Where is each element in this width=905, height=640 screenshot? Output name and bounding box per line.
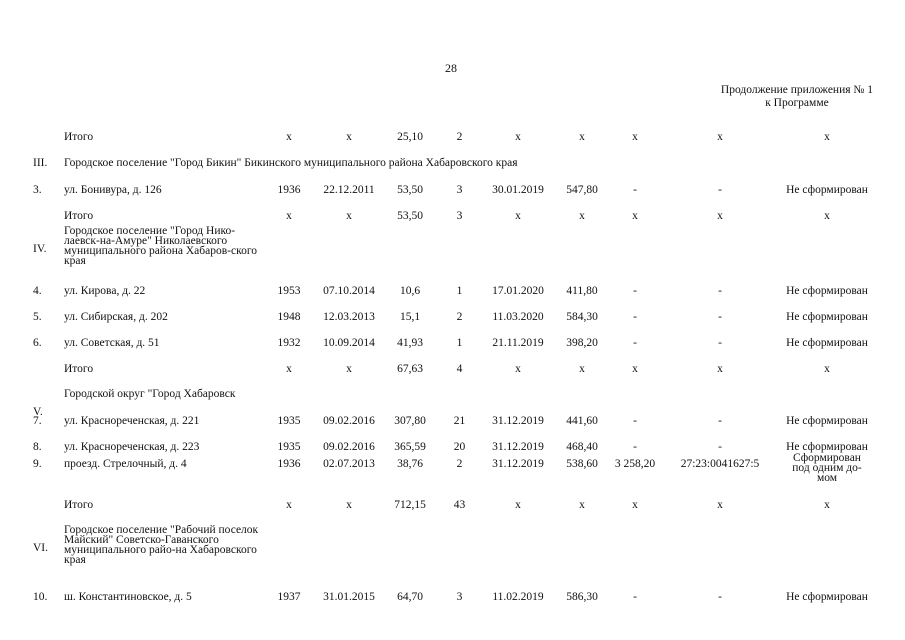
cell-status: Не сформирован <box>786 311 868 323</box>
cell-date1: x <box>346 499 352 511</box>
cell-v2: - <box>633 415 637 427</box>
cell-v1: x <box>579 131 585 143</box>
cell-v2: - <box>633 311 637 323</box>
cell-status: x <box>824 499 830 511</box>
cell-status: x <box>824 363 830 375</box>
cell-area: 307,80 <box>394 415 426 427</box>
cell-date2: 17.01.2020 <box>492 285 544 297</box>
cell-cnt: 4 <box>456 363 463 375</box>
cell-date1: 10.09.2014 <box>323 337 375 349</box>
cell-cad: x <box>717 499 723 511</box>
cell-status: Не сформирован <box>786 285 868 297</box>
cell-num: 6. <box>33 337 42 349</box>
cell-year: x <box>286 363 292 375</box>
cell-addr: ш. Константиновское, д. 5 <box>64 591 192 603</box>
cell-date2: 31.12.2019 <box>492 441 544 453</box>
cell-status: Не сформирован <box>786 415 868 427</box>
cell-date1: x <box>346 363 352 375</box>
cell-cnt: 2 <box>456 311 463 323</box>
cell-area: 41,93 <box>397 337 423 349</box>
cell-date1: 02.07.2013 <box>323 458 375 470</box>
cell-v2: - <box>633 285 637 297</box>
cell-year: x <box>286 131 292 143</box>
cell-cnt: 43 <box>453 499 466 511</box>
cell-num: 3. <box>33 184 42 196</box>
cell-area: 712,15 <box>394 499 426 511</box>
cell-date1: 22.12.2011 <box>323 184 375 196</box>
cell-date2: 11.03.2020 <box>492 311 544 323</box>
cell-year: x <box>286 210 292 222</box>
cell-num: 7. <box>33 415 42 427</box>
cell-cnt: 1 <box>456 337 463 349</box>
cell-addr: ул. Краснореченская, д. 221 <box>64 415 200 427</box>
cell-v2: - <box>633 184 637 196</box>
cell-area: 64,70 <box>397 591 423 603</box>
cell-year: 1936 <box>277 458 301 470</box>
cell-num: 5. <box>33 311 42 323</box>
cell-status: Не сформирован <box>786 337 868 349</box>
cell-date1: x <box>346 131 352 143</box>
cell-area: 53,50 <box>397 210 423 222</box>
cell-year: 1948 <box>277 311 301 323</box>
cell-area: 365,59 <box>394 441 426 453</box>
cell-date1: 31.01.2015 <box>323 591 375 603</box>
cell-year: 1937 <box>277 591 301 603</box>
cell-date2: x <box>515 131 521 143</box>
cell-area: 25,10 <box>397 131 423 143</box>
cell-addr: ул. Кирова, д. 22 <box>64 285 146 297</box>
cell-status: Не сформирован <box>786 591 868 603</box>
cell-num: 10. <box>33 591 48 603</box>
cell-cad: - <box>718 184 722 196</box>
cell-cnt: 3 <box>456 591 463 603</box>
cell-v1: 411,80 <box>566 285 598 297</box>
cell-area: 67,63 <box>397 363 423 375</box>
cell-v1: 441,60 <box>566 415 598 427</box>
cell-area: 53,50 <box>397 184 423 196</box>
cell-area: 38,76 <box>397 458 423 470</box>
cell-status: x <box>824 131 830 143</box>
cell-date2: 11.02.2019 <box>492 591 544 603</box>
cell-v1: 586,30 <box>566 591 598 603</box>
section-title: Городское поселение "Рабочий поселок Майский" Советско-Гаванского муниципального райо-на Хабаровского края <box>64 524 259 566</box>
cell-cnt: 2 <box>456 458 463 470</box>
cell-area: 10,6 <box>399 285 421 297</box>
section-title: Городское поселение "Город Бикин" Бикинского муниципального района Хабаровского края <box>64 157 518 169</box>
cell-cnt: 2 <box>456 131 463 143</box>
cell-v1: x <box>579 210 585 222</box>
cell-date1: 12.03.2013 <box>323 311 375 323</box>
cell-v2: x <box>632 363 638 375</box>
cell-date2: x <box>515 499 521 511</box>
cell-date2: x <box>515 363 521 375</box>
cell-cnt: 21 <box>453 415 466 427</box>
cell-date1: x <box>346 210 352 222</box>
cell-num: 9. <box>33 458 42 470</box>
cell-date2: 30.01.2019 <box>492 184 544 196</box>
cell-cad: x <box>717 131 723 143</box>
cell-addr: Итого <box>64 131 94 143</box>
cell-cad: - <box>718 591 722 603</box>
continuation-line-1: Продолжение приложения № 1 <box>720 84 873 96</box>
cell-date2: 31.12.2019 <box>492 458 544 470</box>
section-number: VI. <box>33 542 49 554</box>
cell-addr: ул. Советская, д. 51 <box>64 337 160 349</box>
cell-v1: x <box>579 499 585 511</box>
cell-v1: 398,20 <box>566 337 598 349</box>
cell-cad: - <box>718 415 722 427</box>
cell-v2: x <box>632 499 638 511</box>
cell-cad: x <box>717 210 723 222</box>
cell-year: 1935 <box>277 415 301 427</box>
section-number: III. <box>33 157 48 169</box>
cell-addr: ул. Сибирская, д. 202 <box>64 311 168 323</box>
cell-v2: - <box>633 337 637 349</box>
cell-num: 4. <box>33 285 42 297</box>
cell-year: 1953 <box>277 285 301 297</box>
cell-cad: - <box>718 285 722 297</box>
cell-num: 8. <box>33 441 42 453</box>
cell-v2: - <box>633 591 637 603</box>
cell-date1: 09.02.2016 <box>323 415 375 427</box>
cell-cnt: 1 <box>456 285 463 297</box>
cell-status: x <box>824 210 830 222</box>
cell-addr: ул. Краснореченская, д. 223 <box>64 441 200 453</box>
cell-status: Не сформирован <box>786 184 868 196</box>
cell-cad: - <box>718 441 722 453</box>
continuation-line-2: к Программе <box>765 97 829 109</box>
cell-addr: Итого <box>64 499 94 511</box>
cell-date1: 07.10.2014 <box>323 285 375 297</box>
section-title: Городское поселение "Город Нико-лаевск-на-Амуре" Николаевского муниципального района Хабаров-ского края <box>64 225 258 267</box>
cell-cnt: 3 <box>456 184 463 196</box>
cell-status: Сформирован под одним до-мом <box>792 452 862 484</box>
cell-date1: 09.02.2016 <box>323 441 375 453</box>
cell-addr: проезд. Стрелочный, д. 4 <box>64 458 187 470</box>
cell-status: Не сформирован <box>786 441 868 453</box>
cell-v2: x <box>632 131 638 143</box>
page-number: 28 <box>445 61 457 75</box>
section-title: Городской округ "Город Хабаровск <box>64 388 236 400</box>
cell-addr: ул. Бонивура, д. 126 <box>64 184 162 196</box>
appendix-continuation <box>721 84 873 110</box>
cell-year: 1932 <box>277 337 301 349</box>
cell-v1: 547,80 <box>566 184 598 196</box>
cell-addr: Итого <box>64 363 94 375</box>
cell-v2: 3 258,20 <box>614 458 656 470</box>
cell-date2: 31.12.2019 <box>492 415 544 427</box>
cell-v2: - <box>633 441 637 453</box>
cell-v2: x <box>632 210 638 222</box>
cell-cad: - <box>718 311 722 323</box>
cell-v1: 538,60 <box>566 458 598 470</box>
cell-area: 15,1 <box>399 311 421 323</box>
cell-v1: 584,30 <box>566 311 598 323</box>
cell-year: 1935 <box>277 441 301 453</box>
cell-cad: x <box>717 363 723 375</box>
cell-date2: 21.11.2019 <box>492 337 544 349</box>
cell-date2: x <box>515 210 521 222</box>
cell-year: 1936 <box>277 184 301 196</box>
cell-cad: 27:23:0041627:5 <box>680 458 760 470</box>
section-number: IV. <box>33 243 47 255</box>
cell-cnt: 3 <box>456 210 463 222</box>
cell-year: x <box>286 499 292 511</box>
cell-cad: - <box>718 337 722 349</box>
section-number: V. <box>33 406 43 418</box>
cell-v1: 468,40 <box>566 441 598 453</box>
cell-addr: Итого <box>64 210 94 222</box>
cell-cnt: 20 <box>453 441 466 453</box>
cell-v1: x <box>579 363 585 375</box>
